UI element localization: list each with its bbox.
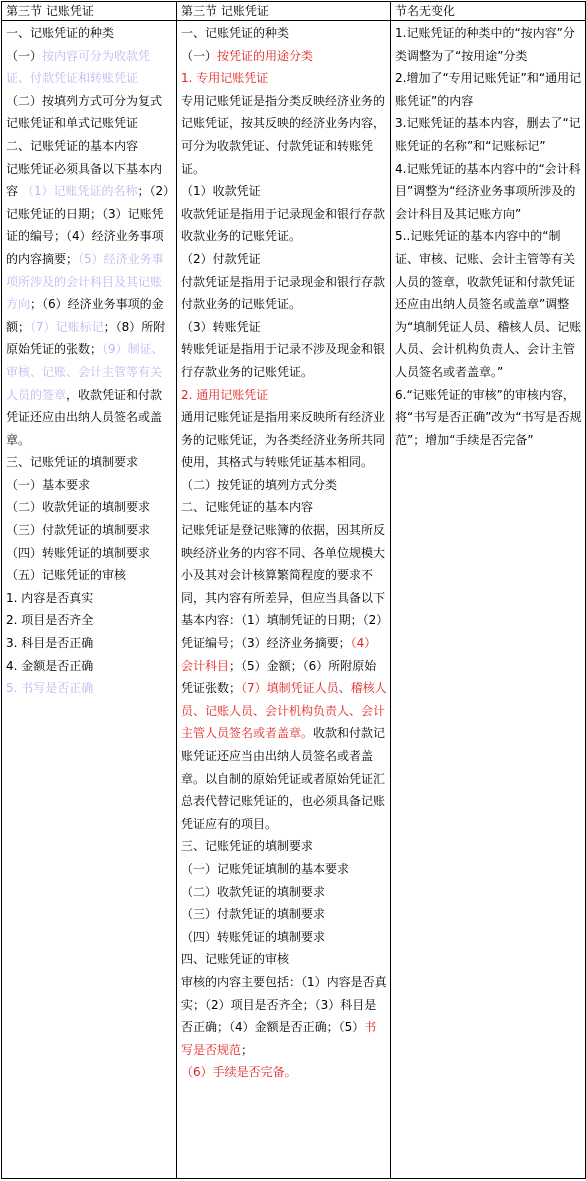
text-run: （一）记账凭证填制的基本要求 <box>181 861 350 876</box>
new-content-cell <box>177 21 391 1179</box>
paragraph <box>395 67 582 112</box>
text-run: 4. 金额是否正确 <box>6 658 94 673</box>
text-run: （三）付款凭证的填制要求 <box>6 523 151 538</box>
paragraph <box>6 564 173 587</box>
added-text: （6）手续是否完备。 <box>181 1065 297 1080</box>
paragraph <box>181 384 387 407</box>
added-text: 1. 专用记账凭证 <box>181 71 269 86</box>
paragraph <box>181 519 387 835</box>
paragraph <box>6 90 173 135</box>
paragraph <box>181 406 387 474</box>
paragraph <box>6 474 173 497</box>
paragraph <box>181 858 387 881</box>
text-run: 一、记账凭证的种类 <box>6 26 115 40</box>
text-run: 3. 科目是否正确 <box>6 636 94 651</box>
old-content-cell <box>2 21 177 1179</box>
paragraph <box>181 474 387 497</box>
text-run: 三、记账凭证的填制要求 <box>181 839 314 854</box>
paragraph <box>181 926 387 949</box>
header-row <box>2 2 586 21</box>
text-run: （一）基本要求 <box>6 477 91 492</box>
added-text: 按凭证的用途分类 <box>217 48 314 63</box>
paragraph <box>181 45 387 68</box>
removed-text: （5）经济业务事项所涉及的会计科目及其记账方向 <box>6 251 164 312</box>
paragraph <box>181 203 387 248</box>
paragraph <box>395 225 582 383</box>
paragraph <box>181 90 387 180</box>
added-text: （7）填制凭证人员、稽核人员、记账人员、会计机构负责人、会计主管人员签名或者盖章。 <box>181 681 387 741</box>
text-run: 专用记账凭证是指分类反映经济业务的记账凭证，按其反映的经济业务内容，可分为收款凭证、付款凭证和转账凭证。 <box>181 93 386 176</box>
text-run: （四）转账凭证的填制要求 <box>6 545 151 560</box>
text-run: ； <box>241 1042 254 1057</box>
text-run: 收款和付款记账凭证还应当由出纳人员签名或者盖章。以自制的原始凭证或者原始凭证汇总表代替记账凭证的，也必须具备记账凭证应有的项目。 <box>181 726 386 831</box>
text-run: ；（2）记账凭证的日期；（3）记账凭证的编号；（4）经济业务事项的内容摘要； <box>6 184 170 266</box>
text-run: （四）转账凭证的填制要求 <box>181 929 326 944</box>
paragraph <box>181 903 387 926</box>
paragraph <box>181 67 387 90</box>
header-changes: 节名无变化 <box>391 2 586 21</box>
text-run: （二）收款凭证的填制要求 <box>181 884 326 899</box>
paragraph <box>181 338 387 383</box>
paragraph <box>395 158 582 226</box>
header-old-section: 第三节 记账凭证 <box>2 2 177 21</box>
text-run: 通用记账凭证是指用来反映所有经济业务的记账凭证，为各类经济业务所共同使用，其格式与转账凭证基本相同。 <box>181 410 386 470</box>
text-run: 二、记账凭证的基本内容 <box>6 138 139 153</box>
paragraph <box>6 496 173 519</box>
paragraph <box>181 835 387 858</box>
text-run: 5..记账凭证的基本内容中的“制证、审核、记账、会计主管等有关人员的签章，收款凭证和付款凭证还应由出纳人员签名或盖章”调整为“填制凭证人员、稽核人员、记账人员、会计机构负责人、会计主管人员签名或者盖章。” <box>395 229 582 379</box>
text-run: 付款凭证是指用于记录现金和银行存款付款业务的记账凭证。 <box>181 274 386 312</box>
text-run: 一、记账凭证的种类 <box>181 26 290 40</box>
added-text: 2. 通用记账凭证 <box>181 387 269 402</box>
paragraph <box>6 22 173 45</box>
text-run: （三）付款凭证的填制要求 <box>181 907 326 922</box>
paragraph <box>181 180 387 203</box>
paragraph <box>181 948 387 971</box>
text-run: 记账凭证必须具备以下基本内容 <box>6 161 163 199</box>
text-run: （五）记账凭证的审核 <box>6 568 127 583</box>
paragraph <box>6 542 173 565</box>
text-run: 记账凭证是登记账簿的依据，因其所反映经济业务的内容不同、各单位规模大小及其对会计核算繁简程度的要求不同，其内容有所差异，但应当具备以下基本内容：（1）填制凭证的日期；（2）凭证编号；（3）经济业务摘要； <box>181 523 386 651</box>
paragraph <box>395 112 582 157</box>
text-run: （一） <box>6 48 43 63</box>
text-run: （1）收款凭证 <box>181 184 261 199</box>
text-run: ；（5）金额；（6）所附原始凭证张数； <box>181 658 377 696</box>
paragraph <box>395 22 582 67</box>
paragraph <box>6 45 173 90</box>
paragraph <box>6 655 173 678</box>
text-run: （二）按凭证的填列方式分类 <box>181 477 338 492</box>
paragraph <box>181 881 387 904</box>
paragraph <box>395 384 582 452</box>
text-run: 1.记账凭证的种类中的“按内容”分类调整为了“按用途”分类 <box>395 26 575 63</box>
text-run: 三、记账凭证的填制要求 <box>6 455 139 470</box>
removed-text: （9）制证、审核、记账、会计主管等有关人员的签章 <box>6 342 164 402</box>
removed-text: （7）记账标记 <box>30 319 104 334</box>
text-run: ；（6）经济业务事项的金额； <box>6 297 164 334</box>
removed-text: 5. 书写是否正确 <box>6 681 94 696</box>
added-text: （4）会计科目 <box>181 636 377 673</box>
content-row <box>2 21 586 1179</box>
paragraph <box>6 632 173 655</box>
text-run: （3）转账凭证 <box>181 319 261 334</box>
text-run: 四、记账凭证的审核 <box>181 952 290 967</box>
paragraph <box>6 677 173 700</box>
paragraph <box>6 158 173 452</box>
text-run: 二、记账凭证的基本内容 <box>181 500 314 515</box>
text-run: 4.记账凭证的基本内容中的“会计科目”调整为“经济业务事项所涉及的会计科目及其记账方向” <box>395 161 581 221</box>
paragraph <box>181 496 387 519</box>
changes-cell <box>391 21 586 1179</box>
text-run: 3.记账凭证的基本内容，删去了“记账凭证的名称”和“记账标记” <box>395 116 581 153</box>
header-new-section: 第三节 记账凭证 <box>177 2 391 21</box>
text-run: ；（8）所附原始凭证的张数； <box>6 319 166 357</box>
paragraph <box>181 316 387 339</box>
text-run: （一） <box>181 48 218 63</box>
removed-text: 按内容可分为收款凭证、付款凭证和转账凭证 <box>6 48 151 86</box>
text-run: （2）付款凭证 <box>181 251 261 266</box>
removed-text: （1）记账凭证的名称 <box>21 184 138 199</box>
paragraph <box>181 271 387 316</box>
paragraph <box>181 971 387 1061</box>
text-run: （二）收款凭证的填制要求 <box>6 500 151 515</box>
text-run: 1. 内容是否真实 <box>6 590 94 605</box>
text-run: （二）按填列方式可分为复式记账凭证和单式记账凭证 <box>6 93 163 131</box>
text-run: 收款凭证是指用于记录现金和银行存款收款业务的记账凭证。 <box>181 206 386 244</box>
paragraph <box>6 587 173 610</box>
paragraph <box>181 1061 387 1084</box>
text-run: 2. 项目是否齐全 <box>6 613 94 628</box>
text-run: 转账凭证是指用于记录不涉及现金和银行存款业务的记账凭证。 <box>181 342 386 379</box>
text-run: 审核的内容主要包括：（1）内容是否真实；（2）项目是否齐全；（3）科目是否正确；（4）金额是否正确；（5） <box>181 974 387 1035</box>
text-run: ，收款凭证和付款凭证还应由出纳人员签名或盖章。 <box>6 387 163 447</box>
paragraph <box>181 22 387 45</box>
text-run: 2.增加了“专用记账凭证”和“通用记账凭证”的内容 <box>395 71 582 108</box>
added-text: 书写是否规范 <box>181 1020 377 1057</box>
comparison-table <box>1 1 586 1179</box>
text-run: 6.“记账凭证的审核”的审核内容，将“书写是否正确”改为“书写是否规范”；增加“手续是否完备” <box>395 387 582 447</box>
paragraph <box>6 609 173 632</box>
paragraph <box>6 451 173 474</box>
paragraph <box>181 248 387 271</box>
paragraph <box>6 519 173 542</box>
paragraph <box>6 135 173 158</box>
